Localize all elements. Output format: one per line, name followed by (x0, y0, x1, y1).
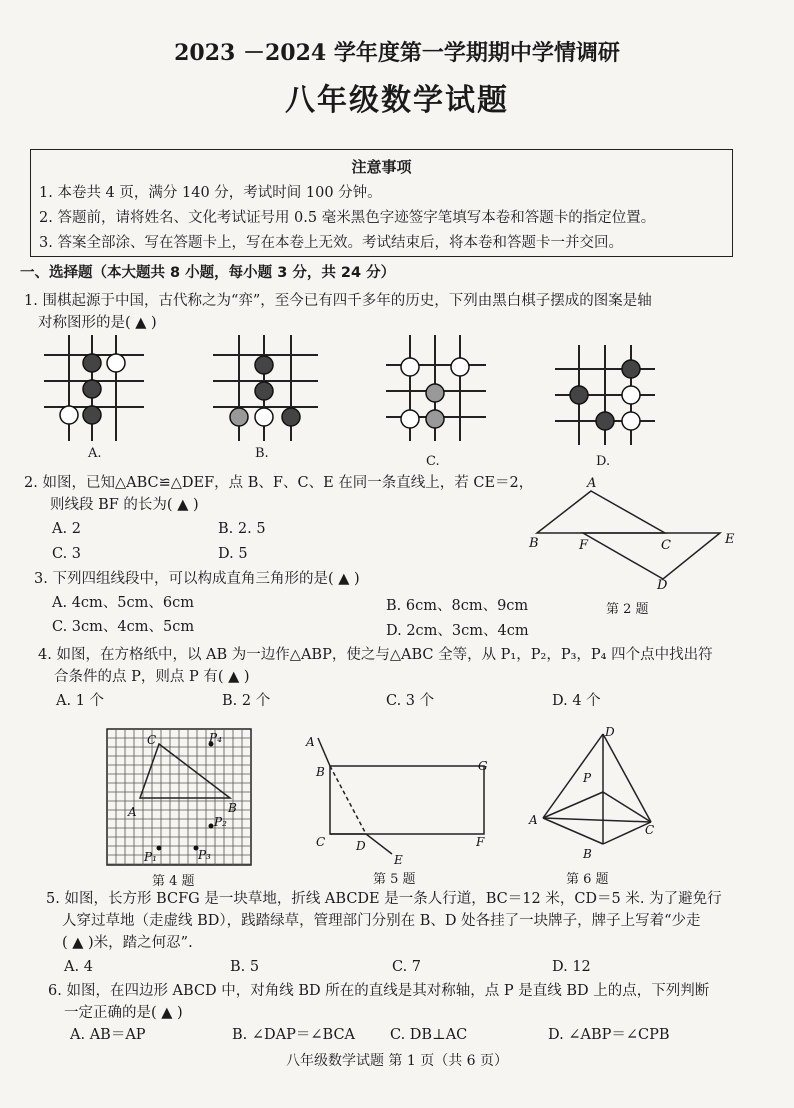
q2-option-d: D. 5 (218, 546, 248, 562)
page-footer: 八年级数学试题 第 1 页（共 6 页） (285, 1053, 509, 1069)
q6-option-d: D. ∠ABP＝∠CPB (548, 1027, 670, 1043)
q2-option-b: B. 2. 5 (218, 521, 266, 537)
fig4-label-c: C (147, 733, 157, 747)
q4-option-a: A. 1 个 (56, 693, 105, 709)
q1-text-line2: 对称图形的是( ▲ ) (38, 315, 157, 331)
fig4-label-p4: P₄ (209, 731, 222, 745)
fig2-label-b: B (529, 536, 539, 551)
q2-option-a: A. 2 (52, 521, 81, 537)
fig4-label-p2: P₂ (214, 815, 227, 829)
q3-option-d: D. 2cm、3cm、4cm (386, 623, 529, 639)
go-pattern-c (386, 335, 486, 447)
q1-option-d: D. (596, 454, 611, 469)
q3-option-b: B. 6cm、8cm、9cm (386, 598, 529, 614)
q6-text-line1: 6. 如图，在四边形 ABCD 中，对角线 BD 所在的直线是其对称轴，点 P 是直线 BD 上的点，下列判断 (48, 983, 710, 999)
fig2-label-d: D (657, 578, 668, 593)
figure-q2-caption: 第 2 题 (606, 602, 649, 617)
notice-box (30, 149, 733, 257)
notice-title: 注意事项 (351, 158, 412, 176)
q6-option-c: C. DB⊥AC (390, 1027, 468, 1043)
q5-option-d: D. 12 (552, 959, 591, 975)
go-pattern-d (555, 345, 655, 449)
fig2-label-c: C (661, 538, 671, 553)
q3-text: 3. 下列四组线段中，可以构成直角三角形的是( ▲ ) (34, 571, 360, 587)
fig5-label-b: B (316, 765, 325, 779)
notice-item-1: 1. 本卷共 4 页，满分 140 分，考试时间 100 分钟。 (39, 185, 382, 201)
figure-q5-rectangle (300, 730, 500, 870)
fig5-label-a: A (306, 735, 315, 749)
q1-text-line1: 1. 围棋起源于中国，古代称之为“弈”，至今已有四千多年的历史，下列由黑白棋子摆成的图案是轴 (24, 293, 652, 309)
q4-option-b: B. 2 个 (222, 693, 271, 709)
fig5-label-c: C (316, 835, 326, 849)
q2-text-line1: 2. 如图，已知△ABC≌△DEF，点 B、F、C、E 在同一条直线上，若 CE＝2， (24, 475, 534, 491)
fig4-label-a: A (128, 805, 137, 819)
fig6-label-b: B (583, 847, 592, 861)
figure-q6-kite (525, 722, 665, 868)
notice-item-3: 3. 答案全部涂、写在答题卡上，写在本卷上无效。考试结束后，将本卷和答题卡一并交回。 (39, 235, 623, 251)
q5-option-b: B. 5 (230, 959, 260, 975)
q4-text-line1: 4. 如图，在方格纸中，以 AB 为一边作△ABP，使之与△ABC 全等，从 P₁，P₂，P₃，P₄ 四个点中找出符 (38, 647, 713, 663)
q3-option-c: C. 3cm、4cm、5cm (52, 619, 195, 635)
figure-q2-triangles (525, 475, 745, 600)
fig5-label-d: D (356, 839, 366, 853)
fig2-label-a: A (587, 476, 597, 491)
q5-text-line1: 5. 如图，长方形 BCFG 是一块草地，折线 ABCDE 是一条人行道，BC＝12 米，CD＝5 米. 为了避免行 (46, 891, 722, 907)
fig4-label-p3: P₃ (198, 848, 211, 862)
q6-option-b: B. ∠DAP＝∠BCA (232, 1027, 356, 1043)
q2-text-line2: 则线段 BF 的长为( ▲ ) (50, 497, 199, 513)
fig2-label-e: E (725, 532, 735, 547)
q1-option-a: A. (88, 446, 102, 461)
q3-option-a: A. 4cm、5cm、6cm (52, 595, 194, 611)
figure-q6-caption: 第 6 题 (566, 872, 609, 887)
notice-item-2: 2. 答题前，请将姓名、文化考试证号用 0.5 毫米黑色字迹签字笔填写本卷和答题卡的指定位置。 (39, 210, 656, 226)
q5-option-c: C. 7 (392, 959, 422, 975)
q4-option-c: C. 3 个 (386, 693, 435, 709)
q4-option-d: D. 4 个 (552, 693, 601, 709)
q5-text-line2: 人穿过草地（走虚线 BD），践踏绿草，管理部门分别在 B、D 处各挂了一块牌子，牌子上写着“少走 (62, 913, 701, 929)
q6-text-line2: 一定正确的是( ▲ ) (64, 1005, 183, 1021)
fig4-label-p1: P₁ (144, 850, 157, 864)
figure-q4-caption: 第 4 题 (152, 874, 195, 889)
q5-text-line3: ( ▲ )米，踏之何忍”. (62, 935, 193, 951)
section-heading: 一、选择题（本大题共 8 小题，每小题 3 分，共 24 分） (20, 265, 396, 281)
fig4-label-b: B (228, 801, 237, 815)
fig6-label-c: C (645, 823, 655, 837)
page-title: 八年级数学试题 (285, 83, 509, 118)
figure-q5-caption: 第 5 题 (373, 872, 416, 887)
fig6-label-a: A (529, 813, 538, 827)
exam-header: 2023 －2024 学年度第一学期期中学情调研 (174, 40, 620, 66)
fig5-label-g: G (478, 759, 488, 773)
q1-option-b: B. (255, 446, 269, 461)
fig6-label-p: P (583, 771, 592, 785)
q6-option-a: A. AB＝AP (70, 1027, 146, 1043)
go-pattern-a (44, 335, 144, 447)
fig6-label-d: D (605, 725, 615, 739)
fig5-label-e: E (394, 853, 403, 867)
fig5-label-f: F (476, 835, 485, 849)
figure-q4-grid (104, 726, 254, 868)
go-pattern-b (213, 335, 318, 447)
q4-text-line2: 合条件的点 P，则点 P 有( ▲ ) (54, 669, 250, 685)
q5-option-a: A. 4 (64, 959, 93, 975)
q2-option-c: C. 3 (52, 546, 82, 562)
q1-option-c: C. (426, 454, 440, 469)
fig2-label-f: F (579, 538, 589, 553)
